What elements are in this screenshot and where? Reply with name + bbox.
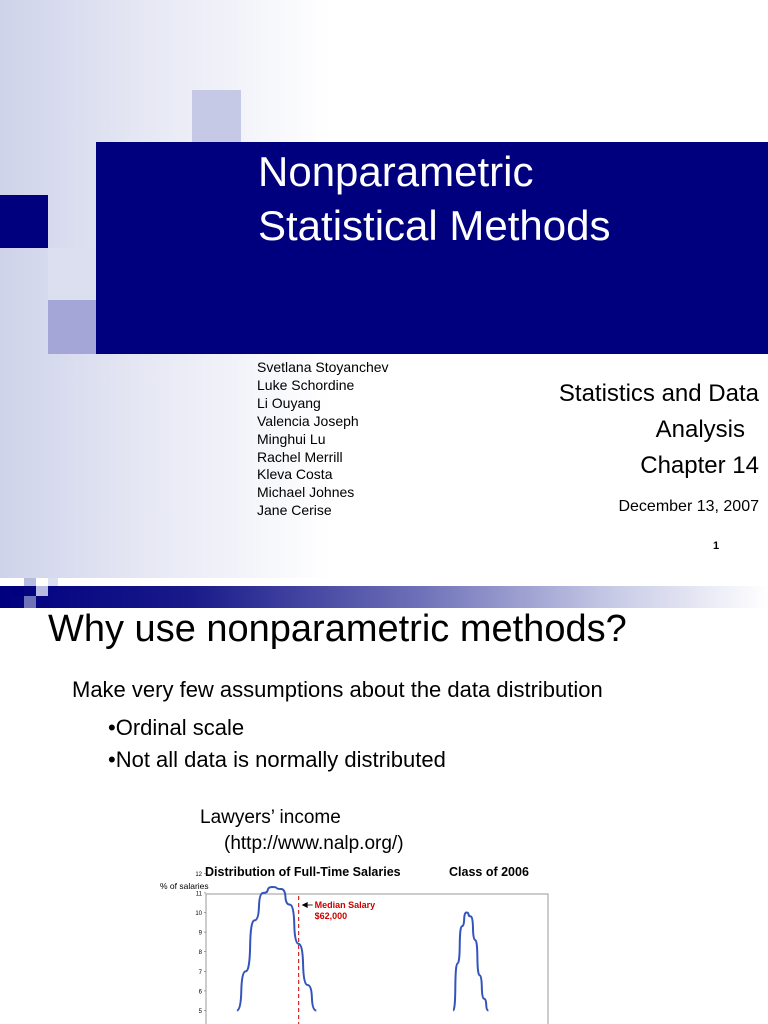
author-name: Svetlana Stoyanchev [257, 359, 389, 375]
decor-square [12, 586, 24, 596]
y-tick-label: 9 [198, 930, 202, 937]
author-name: Valencia Joseph [257, 412, 359, 429]
author-name: Luke Schordine [257, 376, 355, 393]
content-slide [0, 578, 768, 1024]
author-name: Jane Cerise [257, 502, 332, 519]
subtitle-line-2: Analysis [655, 416, 745, 443]
presentation-date: December 13, 2007 [618, 498, 759, 515]
slide-title: Why use nonparametric methods? [48, 608, 627, 650]
annotation-text: Median Salary [314, 900, 376, 910]
body-text: Make very few assumptions about the data distribution [72, 677, 603, 702]
decor-square [192, 90, 241, 142]
subtitle-line-3: Chapter 14 [640, 452, 759, 479]
author-name: Li Ouyang [257, 394, 321, 411]
y-tick-label: 5 [198, 1009, 202, 1015]
y-tick-label: 6 [198, 989, 202, 996]
decor-square [48, 578, 58, 586]
y-tick-label: 7 [198, 969, 202, 976]
plot-frame [206, 894, 548, 1024]
page-number: 1 [713, 540, 720, 552]
title-line-1: Nonparametric [258, 148, 534, 195]
slide-title [258, 145, 611, 253]
subtitle-line-1: Statistics and Data [558, 380, 759, 407]
decor-square [48, 300, 96, 354]
annotation-value: $62,000 [314, 911, 348, 921]
decor-square [48, 248, 96, 300]
y-tick-label: 8 [198, 950, 202, 957]
bullet-item: •Not all data is normally distributed [108, 747, 446, 772]
y-tick-label: 10 [195, 911, 202, 917]
salary-distribution-chart [150, 862, 560, 1024]
y-tick-label: 11 [195, 891, 202, 898]
title-band-accent [0, 195, 48, 248]
author-name: Michael Johnes [257, 484, 355, 501]
author-list [257, 359, 389, 520]
decor-square [36, 586, 48, 596]
chart-caption: Lawyers’ income [200, 807, 341, 828]
chart-subtitle: Class of 2006 [449, 865, 529, 879]
header-gradient-bar [0, 586, 768, 608]
decor-square [24, 596, 36, 608]
y-axis-label: % of salaries [160, 881, 209, 891]
source-url: (http://www.nalp.org/) [224, 833, 404, 854]
author-name: Rachel Merrill [257, 448, 343, 465]
course-subtitle [559, 376, 759, 484]
bullet-item: •Ordinal scale [108, 715, 245, 740]
y-tick-label: 12 [195, 871, 202, 878]
author-name: Kleva Costa [257, 466, 333, 483]
decor-square [24, 578, 36, 586]
title-line-2: Statistical Methods [258, 202, 611, 249]
chart-title: Distribution of Full-Time Salaries [205, 865, 401, 879]
author-name: Minghui Lu [257, 430, 326, 447]
